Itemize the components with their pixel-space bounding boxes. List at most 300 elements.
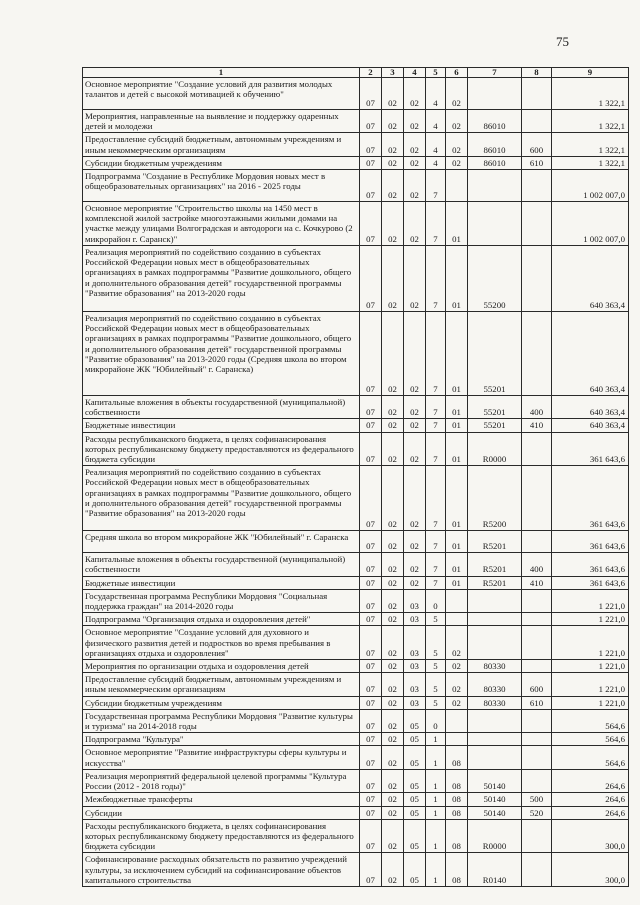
direction-code: 80330 xyxy=(468,696,522,709)
item-name: Межбюджетные трансферты xyxy=(83,793,360,806)
item-name: Предоставление субсидий бюджетным, автономным учреждениям и иным некоммерческим организациям xyxy=(83,133,360,156)
program-code: 02 xyxy=(404,110,426,133)
item-name: Реализация мероприятий федеральной целевой программы "Культура России (2012 - 2018 годы)" xyxy=(83,769,360,792)
amount: 300,0 xyxy=(552,853,629,887)
program-code: 03 xyxy=(404,613,426,626)
subprogram-code: 7 xyxy=(426,170,446,202)
subsection-code: 02 xyxy=(382,733,404,746)
section-code: 07 xyxy=(360,733,382,746)
subprogram-code: 5 xyxy=(426,673,446,696)
section-code: 07 xyxy=(360,170,382,202)
activity-code: 02 xyxy=(446,78,468,110)
direction-code xyxy=(468,733,522,746)
direction-code: R5201 xyxy=(468,576,522,589)
program-code: 02 xyxy=(404,396,426,419)
section-code: 07 xyxy=(360,696,382,709)
subsection-code: 02 xyxy=(382,78,404,110)
header-row xyxy=(83,68,629,78)
amount: 564,6 xyxy=(552,709,629,732)
section-code: 07 xyxy=(360,576,382,589)
subprogram-code: 7 xyxy=(426,432,446,466)
program-code: 02 xyxy=(404,78,426,110)
subprogram-code: 1 xyxy=(426,806,446,819)
section-code: 07 xyxy=(360,793,382,806)
program-code: 02 xyxy=(404,432,426,466)
column-header: 8 xyxy=(522,68,552,78)
direction-code: 55201 xyxy=(468,419,522,432)
amount: 1 322,1 xyxy=(552,110,629,133)
program-code: 03 xyxy=(404,660,426,673)
program-code: 02 xyxy=(404,531,426,553)
subprogram-code: 4 xyxy=(426,156,446,169)
amount: 640 363,4 xyxy=(552,312,629,396)
program-code: 05 xyxy=(404,806,426,819)
direction-code xyxy=(468,626,522,660)
expense-type-code xyxy=(522,626,552,660)
subsection-code: 02 xyxy=(382,709,404,732)
subsection-code: 02 xyxy=(382,673,404,696)
program-code: 05 xyxy=(404,746,426,769)
item-name: Субсидии xyxy=(83,806,360,819)
direction-code: 50140 xyxy=(468,769,522,792)
table-row xyxy=(83,589,629,612)
subsection-code: 02 xyxy=(382,110,404,133)
table-row xyxy=(83,746,629,769)
expense-type-code xyxy=(522,613,552,626)
section-code: 07 xyxy=(360,432,382,466)
amount: 300,0 xyxy=(552,819,629,853)
activity-code xyxy=(446,170,468,202)
activity-code: 08 xyxy=(446,819,468,853)
expense-type-code: 500 xyxy=(522,793,552,806)
table-row xyxy=(83,419,629,432)
section-code: 07 xyxy=(360,419,382,432)
subprogram-code: 7 xyxy=(426,531,446,553)
item-name: Предоставление субсидий бюджетным, автономным учреждениям и иным некоммерческим организациям xyxy=(83,673,360,696)
expense-type-code xyxy=(522,853,552,887)
table-row xyxy=(83,660,629,673)
program-code: 03 xyxy=(404,589,426,612)
section-code: 07 xyxy=(360,78,382,110)
direction-code: 50140 xyxy=(468,806,522,819)
subsection-code: 02 xyxy=(382,853,404,887)
table-row xyxy=(83,396,629,419)
activity-code: 02 xyxy=(446,626,468,660)
expense-type-code xyxy=(522,432,552,466)
subprogram-code: 4 xyxy=(426,110,446,133)
direction-code: R0140 xyxy=(468,853,522,887)
program-code: 02 xyxy=(404,419,426,432)
program-code: 05 xyxy=(404,819,426,853)
direction-code: 50140 xyxy=(468,793,522,806)
activity-code: 01 xyxy=(446,246,468,312)
item-name: Субсидии бюджетным учреждениям xyxy=(83,696,360,709)
table-row xyxy=(83,531,629,553)
subprogram-code: 7 xyxy=(426,553,446,576)
amount: 361 643,6 xyxy=(552,531,629,553)
direction-code: 80330 xyxy=(468,673,522,696)
column-header: 7 xyxy=(468,68,522,78)
program-code: 02 xyxy=(404,553,426,576)
amount: 1 221,0 xyxy=(552,626,629,660)
section-code: 07 xyxy=(360,110,382,133)
section-code: 07 xyxy=(360,312,382,396)
column-header: 3 xyxy=(382,68,404,78)
activity-code xyxy=(446,589,468,612)
subprogram-code: 1 xyxy=(426,746,446,769)
subprogram-code: 5 xyxy=(426,626,446,660)
item-name: Государственная программа Республики Мордовия "Социальная поддержка граждан" на 2014-2020 годы xyxy=(83,589,360,612)
direction-code xyxy=(468,613,522,626)
section-code: 07 xyxy=(360,589,382,612)
table-row xyxy=(83,709,629,732)
table-row xyxy=(83,793,629,806)
expense-type-code: 600 xyxy=(522,673,552,696)
activity-code xyxy=(446,613,468,626)
program-code: 02 xyxy=(404,156,426,169)
subprogram-code: 4 xyxy=(426,78,446,110)
expense-type-code: 600 xyxy=(522,133,552,156)
section-code: 07 xyxy=(360,673,382,696)
amount: 564,6 xyxy=(552,733,629,746)
direction-code: 86010 xyxy=(468,110,522,133)
expense-type-code xyxy=(522,466,552,531)
item-name: Капитальные вложения в объекты государственной (муниципальной) собственности xyxy=(83,396,360,419)
direction-code xyxy=(468,202,522,246)
amount: 264,6 xyxy=(552,793,629,806)
amount: 1 221,0 xyxy=(552,613,629,626)
expense-type-code xyxy=(522,746,552,769)
amount: 1 221,0 xyxy=(552,673,629,696)
table-row xyxy=(83,769,629,792)
direction-code: R0000 xyxy=(468,432,522,466)
amount: 1 002 007,0 xyxy=(552,202,629,246)
expense-type-code xyxy=(522,709,552,732)
direction-code xyxy=(468,78,522,110)
amount: 361 643,6 xyxy=(552,553,629,576)
amount: 564,6 xyxy=(552,746,629,769)
program-code: 05 xyxy=(404,793,426,806)
section-code: 07 xyxy=(360,613,382,626)
program-code: 05 xyxy=(404,769,426,792)
program-code: 02 xyxy=(404,246,426,312)
activity-code: 01 xyxy=(446,466,468,531)
subsection-code: 02 xyxy=(382,396,404,419)
program-code: 02 xyxy=(404,170,426,202)
expense-type-code xyxy=(522,531,552,553)
subsection-code: 02 xyxy=(382,531,404,553)
table-row xyxy=(83,312,629,396)
subsection-code: 02 xyxy=(382,170,404,202)
table-row xyxy=(83,576,629,589)
amount: 1 322,1 xyxy=(552,156,629,169)
page-number: 75 xyxy=(556,34,569,49)
amount: 640 363,4 xyxy=(552,246,629,312)
expense-type-code: 610 xyxy=(522,156,552,169)
table-row xyxy=(83,806,629,819)
program-code: 02 xyxy=(404,133,426,156)
expense-type-code: 400 xyxy=(522,553,552,576)
expense-type-code xyxy=(522,660,552,673)
expense-type-code xyxy=(522,246,552,312)
activity-code: 01 xyxy=(446,576,468,589)
section-code: 07 xyxy=(360,806,382,819)
section-code: 07 xyxy=(360,396,382,419)
program-code: 02 xyxy=(404,466,426,531)
item-name: Основное мероприятие "Строительство школы на 1450 мест в комплексной жилой застройке многоэтажными жилыми домами на участке между улицами Волгоградская и автодороги на с. Кочкурово (2 микрорайон г. Саранск)" xyxy=(83,202,360,246)
activity-code: 08 xyxy=(446,806,468,819)
budget-table xyxy=(82,67,629,887)
item-name: Капитальные вложения в объекты государственной (муниципальной) собственности xyxy=(83,553,360,576)
activity-code: 08 xyxy=(446,746,468,769)
table-row xyxy=(83,133,629,156)
subsection-code: 02 xyxy=(382,819,404,853)
direction-code xyxy=(468,709,522,732)
table-row xyxy=(83,819,629,853)
item-name: Субсидии бюджетным учреждениям xyxy=(83,156,360,169)
amount: 1 002 007,0 xyxy=(552,170,629,202)
direction-code xyxy=(468,746,522,769)
direction-code xyxy=(468,589,522,612)
direction-code: 55201 xyxy=(468,312,522,396)
amount: 264,6 xyxy=(552,769,629,792)
activity-code: 01 xyxy=(446,202,468,246)
section-code: 07 xyxy=(360,202,382,246)
subprogram-code: 7 xyxy=(426,396,446,419)
table-row xyxy=(83,613,629,626)
activity-code: 02 xyxy=(446,660,468,673)
section-code: 07 xyxy=(360,156,382,169)
expense-type-code: 410 xyxy=(522,576,552,589)
subprogram-code: 0 xyxy=(426,589,446,612)
subsection-code: 02 xyxy=(382,806,404,819)
expense-type-code: 610 xyxy=(522,696,552,709)
subprogram-code: 7 xyxy=(426,576,446,589)
subprogram-code: 1 xyxy=(426,819,446,853)
direction-code: 55201 xyxy=(468,396,522,419)
direction-code xyxy=(468,170,522,202)
expense-type-code: 400 xyxy=(522,396,552,419)
expense-type-code xyxy=(522,202,552,246)
activity-code: 02 xyxy=(446,133,468,156)
subprogram-code: 4 xyxy=(426,133,446,156)
section-code: 07 xyxy=(360,531,382,553)
activity-code: 08 xyxy=(446,793,468,806)
item-name: Расходы республиканского бюджета, в целях софинансирования которых республиканскому бюджету предоставляются из федерального бюджета субсидии xyxy=(83,432,360,466)
subprogram-code: 7 xyxy=(426,312,446,396)
expense-type-code xyxy=(522,589,552,612)
subsection-code: 02 xyxy=(382,133,404,156)
activity-code: 01 xyxy=(446,432,468,466)
subsection-code: 02 xyxy=(382,793,404,806)
subprogram-code: 7 xyxy=(426,202,446,246)
section-code: 07 xyxy=(360,746,382,769)
activity-code: 02 xyxy=(446,110,468,133)
direction-code: 80330 xyxy=(468,660,522,673)
subsection-code: 02 xyxy=(382,576,404,589)
expense-type-code xyxy=(522,78,552,110)
table-row xyxy=(83,696,629,709)
item-name: Софинансирование расходных обязательств по развитию учреждений культуры, за исключением субсидий на софинансирование объектов капитального строительства xyxy=(83,853,360,887)
subprogram-code: 7 xyxy=(426,419,446,432)
subsection-code: 02 xyxy=(382,660,404,673)
activity-code: 02 xyxy=(446,673,468,696)
column-header: 4 xyxy=(404,68,426,78)
section-code: 07 xyxy=(360,553,382,576)
section-code: 07 xyxy=(360,133,382,156)
amount: 1 221,0 xyxy=(552,589,629,612)
subprogram-code: 0 xyxy=(426,709,446,732)
item-name: Бюджетные инвестиции xyxy=(83,576,360,589)
amount: 361 643,6 xyxy=(552,576,629,589)
subsection-code: 02 xyxy=(382,746,404,769)
subprogram-code: 7 xyxy=(426,246,446,312)
subprogram-code: 1 xyxy=(426,769,446,792)
direction-code: R5201 xyxy=(468,531,522,553)
item-name: Мероприятия, направленные на выявление и поддержку одаренных детей и молодежи xyxy=(83,110,360,133)
activity-code: 02 xyxy=(446,696,468,709)
subsection-code: 02 xyxy=(382,312,404,396)
subprogram-code: 5 xyxy=(426,660,446,673)
expense-type-code xyxy=(522,733,552,746)
amount: 1 322,1 xyxy=(552,78,629,110)
expense-type-code: 410 xyxy=(522,419,552,432)
amount: 361 643,6 xyxy=(552,466,629,531)
section-code: 07 xyxy=(360,660,382,673)
column-header: 2 xyxy=(360,68,382,78)
program-code: 05 xyxy=(404,853,426,887)
activity-code: 01 xyxy=(446,396,468,419)
item-name: Подпрограмма "Культура" xyxy=(83,733,360,746)
section-code: 07 xyxy=(360,853,382,887)
item-name: Реализация мероприятий по содействию созданию в субъектах Российской Федерации новых мест в общеобразовательных организациях в рамках подпрограммы "Развитие дошкольного, общего и дополнительного образования детей" государственной программы "Развитие образования" на 2013-2020 годы xyxy=(83,466,360,531)
activity-code: 01 xyxy=(446,312,468,396)
direction-code: R0000 xyxy=(468,819,522,853)
item-name: Мероприятия по организации отдыха и оздоровления детей xyxy=(83,660,360,673)
amount: 640 363,4 xyxy=(552,419,629,432)
section-code: 07 xyxy=(360,626,382,660)
item-name: Средняя школа во втором микрорайоне ЖК "Юбилейный" г. Саранска xyxy=(83,531,360,553)
activity-code: 08 xyxy=(446,853,468,887)
column-header: 9 xyxy=(552,68,629,78)
subsection-code: 02 xyxy=(382,613,404,626)
subprogram-code: 1 xyxy=(426,853,446,887)
table-row xyxy=(83,853,629,887)
item-name: Реализация мероприятий по содействию созданию в субъектах Российской Федерации новых мест в общеобразовательных организациях в рамках подпрограммы "Развитие дошкольного, общего и дополнительного образования детей" государственной программы "Развитие образования" на 2013-2020 годы (Средняя школа во втором микрорайоне ЖК "Юбилейный" г. Саранска) xyxy=(83,312,360,396)
amount: 1 221,0 xyxy=(552,660,629,673)
expense-type-code xyxy=(522,170,552,202)
item-name: Реализация мероприятий по содействию созданию в субъектах Российской Федерации новых мест в общеобразовательных организациях в рамках подпрограммы "Развитие дошкольного, общего и дополнительного образования детей" государственной программы "Развитие образования" на 2013-2020 годы xyxy=(83,246,360,312)
section-code: 07 xyxy=(360,819,382,853)
amount: 1 322,1 xyxy=(552,133,629,156)
expense-type-code xyxy=(522,110,552,133)
expense-type-code xyxy=(522,819,552,853)
amount: 640 363,4 xyxy=(552,396,629,419)
subsection-code: 02 xyxy=(382,202,404,246)
table-row xyxy=(83,673,629,696)
item-name: Подпрограмма "Организация отдыха и оздоровления детей" xyxy=(83,613,360,626)
subsection-code: 02 xyxy=(382,626,404,660)
column-header: 5 xyxy=(426,68,446,78)
amount: 1 221,0 xyxy=(552,696,629,709)
subsection-code: 02 xyxy=(382,432,404,466)
item-name: Государственная программа Республики Мордовия "Развитие культуры и туризма" на 2014-2018 годы xyxy=(83,709,360,732)
activity-code xyxy=(446,709,468,732)
column-header: 6 xyxy=(446,68,468,78)
direction-code: 55200 xyxy=(468,246,522,312)
item-name: Основное мероприятие "Создание условий для духовного и физического развития детей и подростков во время пребывания в организациях отдыха и оздоровления" xyxy=(83,626,360,660)
amount: 361 643,6 xyxy=(552,432,629,466)
subsection-code: 02 xyxy=(382,419,404,432)
subsection-code: 02 xyxy=(382,769,404,792)
direction-code: 86010 xyxy=(468,156,522,169)
subsection-code: 02 xyxy=(382,156,404,169)
program-code: 05 xyxy=(404,733,426,746)
activity-code: 01 xyxy=(446,419,468,432)
table-row xyxy=(83,170,629,202)
direction-code: R5201 xyxy=(468,553,522,576)
table-row xyxy=(83,78,629,110)
table-row xyxy=(83,626,629,660)
section-code: 07 xyxy=(360,466,382,531)
table-row xyxy=(83,110,629,133)
item-name: Основное мероприятие "Развитие инфраструктуры сферы культуры и искусства" xyxy=(83,746,360,769)
direction-code: R5200 xyxy=(468,466,522,531)
subprogram-code: 1 xyxy=(426,793,446,806)
subprogram-code: 5 xyxy=(426,613,446,626)
program-code: 03 xyxy=(404,626,426,660)
table-row xyxy=(83,202,629,246)
item-name: Подпрограмма "Создание в Республике Мордовия новых мест в общеобразовательных организациях" на 2016 - 2025 годы xyxy=(83,170,360,202)
section-code: 07 xyxy=(360,769,382,792)
subsection-code: 02 xyxy=(382,466,404,531)
expense-type-code: 520 xyxy=(522,806,552,819)
program-code: 03 xyxy=(404,673,426,696)
subsection-code: 02 xyxy=(382,246,404,312)
section-code: 07 xyxy=(360,246,382,312)
table-row xyxy=(83,156,629,169)
item-name: Расходы республиканского бюджета, в целях софинансирования которых республиканскому бюджету предоставляются из федерального бюджета субсидии xyxy=(83,819,360,853)
expense-type-code xyxy=(522,769,552,792)
activity-code xyxy=(446,733,468,746)
subsection-code: 02 xyxy=(382,553,404,576)
subprogram-code: 1 xyxy=(426,733,446,746)
program-code: 03 xyxy=(404,696,426,709)
program-code: 05 xyxy=(404,709,426,732)
subsection-code: 02 xyxy=(382,696,404,709)
program-code: 02 xyxy=(404,312,426,396)
program-code: 02 xyxy=(404,202,426,246)
column-header: 1 xyxy=(83,68,360,78)
table-row xyxy=(83,246,629,312)
table-row xyxy=(83,733,629,746)
subsection-code: 02 xyxy=(382,589,404,612)
table-row xyxy=(83,553,629,576)
table-body xyxy=(83,78,629,887)
item-name: Основное мероприятие "Создание условий для развития молодых талантов и детей с высокой мотивацией к обучению" xyxy=(83,78,360,110)
table-row xyxy=(83,432,629,466)
section-code: 07 xyxy=(360,709,382,732)
activity-code: 08 xyxy=(446,769,468,792)
item-name: Бюджетные инвестиции xyxy=(83,419,360,432)
program-code: 02 xyxy=(404,576,426,589)
activity-code: 01 xyxy=(446,553,468,576)
activity-code: 01 xyxy=(446,531,468,553)
activity-code: 02 xyxy=(446,156,468,169)
expense-type-code xyxy=(522,312,552,396)
table-row xyxy=(83,466,629,531)
subprogram-code: 5 xyxy=(426,696,446,709)
